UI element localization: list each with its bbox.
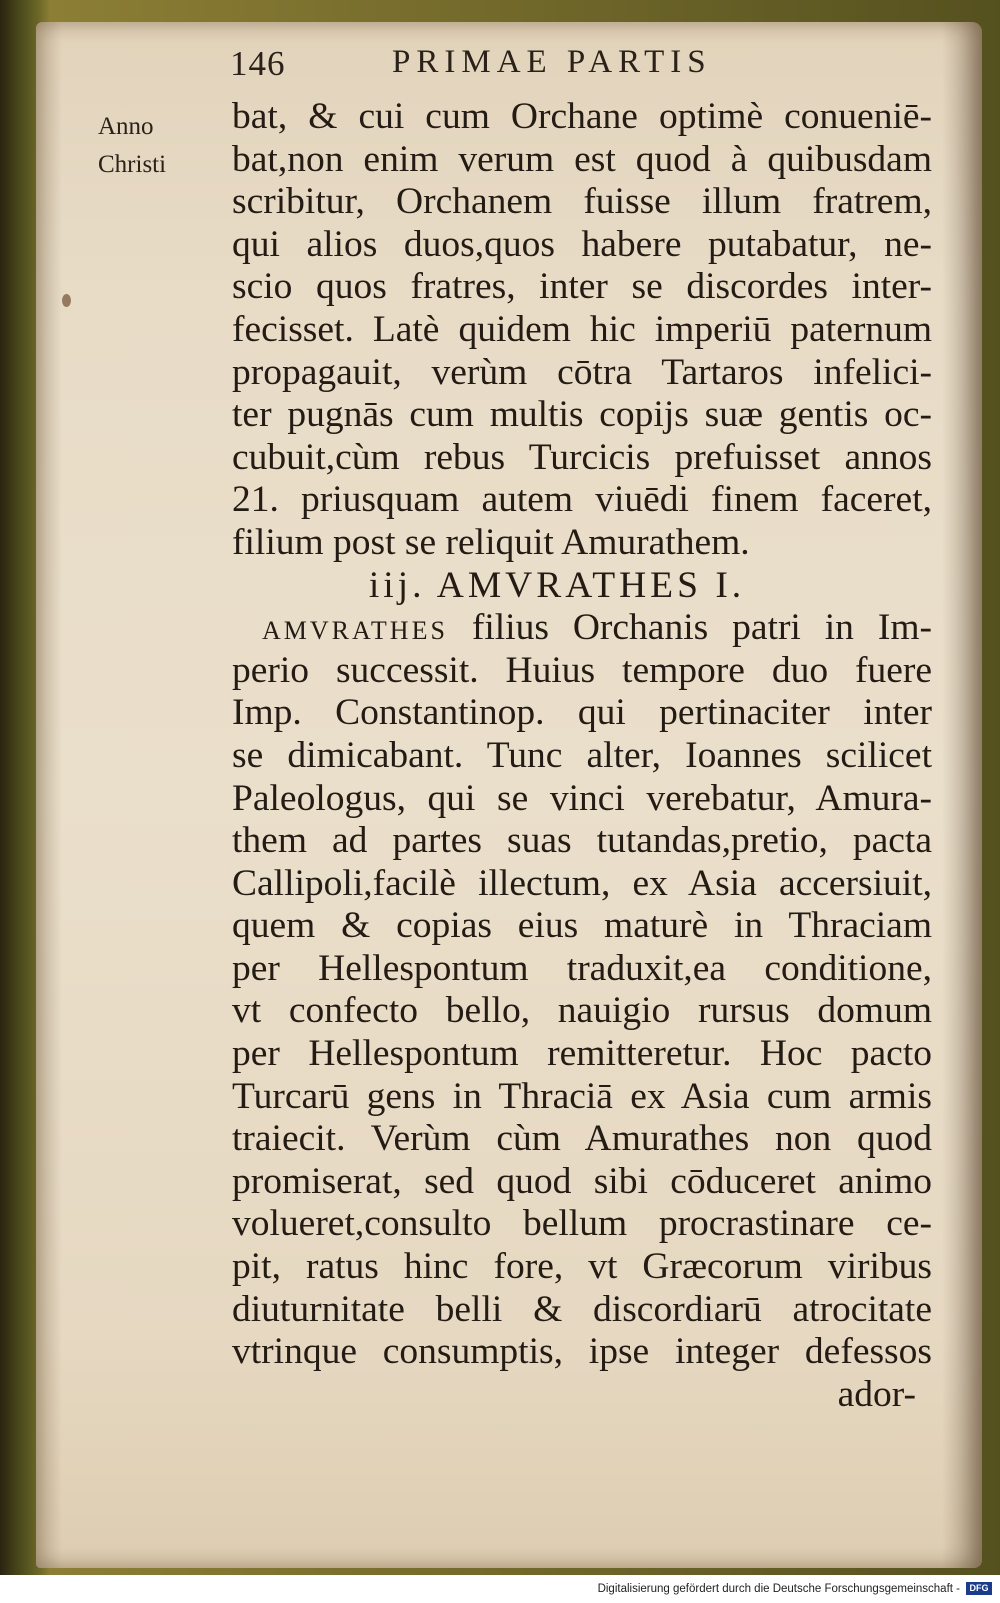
running-title: PRIMAE PARTIS	[392, 44, 712, 80]
text-line: filium post se reliquit Amurathem.	[232, 521, 750, 563]
gutter-shadow	[36, 22, 62, 1568]
text-line: Callipoli,facilè illectum, ex Asia accersiuit,	[232, 862, 932, 904]
dfg-logo-icon: DFG	[966, 1582, 992, 1595]
text-line: scio quos fratres, inter se discordes inter-	[232, 266, 932, 308]
section-heading: iij. AMVRATHES I.	[368, 564, 746, 606]
text-line: per Hellespontum remitteretur. Hoc pacto	[232, 1033, 932, 1075]
page-header	[190, 36, 950, 86]
paragraph-first-line	[232, 607, 932, 650]
first-line-text: filius Orchanis patri in Im-	[471, 607, 932, 649]
text-line: diuturnitate belli & discordiarū atrocitate	[232, 1288, 932, 1330]
text-line: per Hellespontum traduxit,ea conditione,	[232, 947, 932, 989]
text-line: perio successit. Huius tempore duo fuere	[232, 649, 932, 691]
catchword: ador-	[837, 1373, 916, 1415]
ink-stain	[62, 294, 71, 307]
text-line: Imp. Constantinop. qui pertinaciter inter	[232, 692, 932, 734]
text-line: vt confecto bello, nauigio rursus domum	[232, 990, 932, 1032]
page-edge-shadow	[942, 22, 982, 1568]
digitization-credit: Digitalisierung gefördert durch die Deutsche Forschungsgemeinschaft -	[597, 1583, 960, 1595]
text-line: scribitur, Orchanem fuisse illum fratrem,	[232, 181, 932, 223]
text-line: bat,non enim verum est quod à quibusdam	[232, 138, 932, 180]
text-line: Paleologus, qui se vinci verebatur, Amura-	[232, 777, 932, 819]
main-text-block	[232, 96, 932, 1416]
marginal-note-line: Anno	[98, 113, 154, 140]
text-line: qui alios duos,quos habere putabatur, ne-	[232, 223, 932, 265]
text-line: them ad partes suas tutandas,pretio, pacta	[232, 820, 932, 862]
marginal-note	[98, 108, 208, 184]
text-line: bat, & cui cum Orchane optimè conueniē-	[232, 96, 932, 137]
text-line: fecisset. Latè quidem hic imperiū paternum	[232, 308, 932, 350]
text-line: propagauit, verùm cōtra Tartaros infelici-	[232, 351, 932, 393]
page-number: 146	[230, 44, 286, 83]
text-line: Turcarū gens in Thraciā ex Asia cum armis	[232, 1075, 932, 1117]
text-line: vtrinque consumptis, ipse integer defessos	[232, 1331, 932, 1373]
text-line: traiecit. Verùm cùm Amurathes non quod	[232, 1118, 932, 1160]
text-line: cubuit,cùm rebus Turcicis prefuisset annos	[232, 436, 932, 478]
text-line: quem & copias eius maturè in Thraciam	[232, 905, 932, 947]
marginal-note-line: Christi	[98, 151, 167, 178]
small-caps-name: AMVRATHES	[262, 616, 448, 646]
footer-bar	[0, 1575, 1000, 1603]
text-line: pit, ratus hinc fore, vt Græcorum viribus	[232, 1246, 932, 1288]
text-line: volueret,consulto bellum procrastinare ce-	[232, 1203, 932, 1245]
text-line: ter pugnās cum multis copijs suæ gentis oc-	[232, 394, 932, 436]
text-line: 21. priusquam autem viuēdi finem faceret,	[232, 479, 932, 521]
text-line: se dimicabant. Tunc alter, Ioannes scilicet	[232, 734, 932, 776]
text-line: promiserat, sed quod sibi cōduceret animo	[232, 1160, 932, 1202]
